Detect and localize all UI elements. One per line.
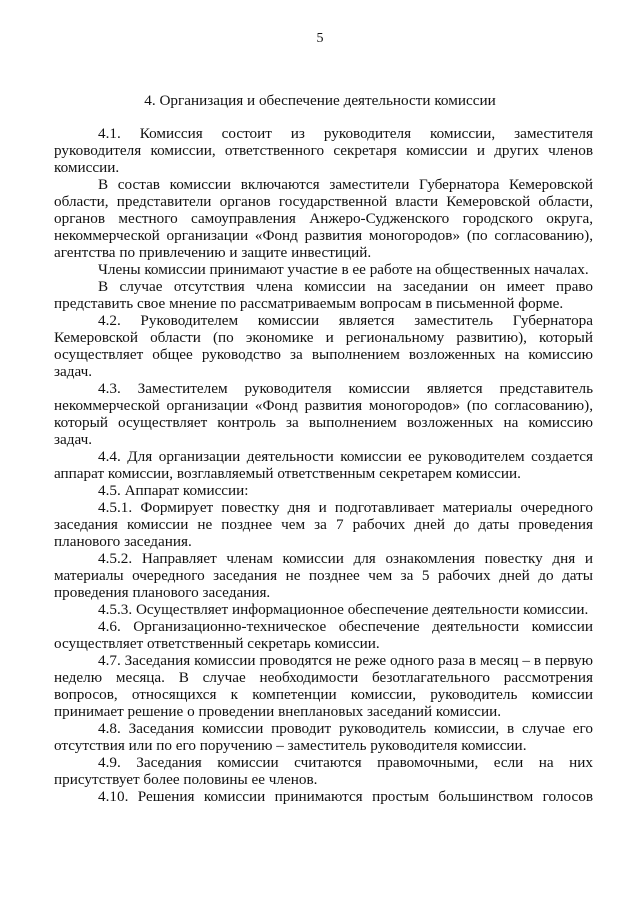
paragraph-line: осуществляет ответственный секретарь комиссии.	[54, 635, 380, 652]
paragraph	[54, 652, 593, 720]
paragraph-line: задач.	[54, 363, 93, 380]
paragraph	[54, 448, 593, 482]
paragraph-line: заседания комиссии не позднее чем за 7 рабочих дней до даты проведения	[54, 516, 593, 533]
paragraph-line: проведения планового заседания.	[54, 584, 271, 601]
paragraph-line: задач.	[54, 431, 93, 448]
paragraph-line: планового заседания.	[54, 533, 192, 550]
paragraph-line: В состав комиссии включаются заместители Губернатора Кемеровской	[98, 176, 593, 193]
paragraph-line: агентства по привлечению и защите инвестиций.	[54, 244, 372, 261]
paragraph-line: Кемеровской области (по экономике и региональному развитию), который	[54, 329, 593, 346]
paragraph-line: 4.6. Организационно-техническое обеспечение деятельности комиссии	[98, 618, 593, 635]
paragraph-line: присутствует более половины ее членов.	[54, 771, 318, 788]
paragraph-line: руководителя комиссии, ответственного секретаря комиссии и других членов	[54, 142, 593, 159]
paragraph-line: 4.2. Руководителем комиссии является заместитель Губернатора	[98, 312, 593, 329]
paragraph-line: комиссии.	[54, 159, 120, 176]
paragraph-line: принимает решение о проведении внеплановых заседаний комиссии.	[54, 703, 502, 720]
paragraph-line: В случае отсутствия члена комиссии на заседании он имеет право	[98, 278, 593, 295]
paragraph	[54, 618, 593, 652]
paragraph-line: 4.7. Заседания комиссии проводятся не реже одного раза в месяц – в первую	[98, 652, 593, 669]
paragraph-line: 4.5. Аппарат комиссии:	[98, 482, 249, 499]
paragraph-line: осуществляет общее руководство за выполнением возложенных на комиссию	[54, 346, 593, 363]
paragraph-line: 4.5.2. Направляет членам комиссии для ознакомления повестку дня и	[98, 550, 593, 567]
paragraph-line: материалы очередного заседания не позднее чем за 5 рабочих дней до даты	[54, 567, 593, 584]
paragraph	[54, 261, 593, 278]
paragraph-line: органов местного самоуправления Анжеро-Судженского городского округа,	[54, 210, 593, 227]
paragraph-line: некоммерческой организации «Фонд развития моногородов» (по согласованию),	[54, 227, 593, 244]
paragraph	[54, 482, 593, 499]
paragraph	[54, 380, 593, 448]
paragraph-line: некоммерческой организации «Фонд развития моногородов» (по согласованию),	[54, 397, 593, 414]
paragraph	[54, 499, 593, 550]
paragraph-line: 4.3. Заместителем руководителя комиссии является представитель	[98, 380, 593, 397]
paragraph-line: Члены комиссии принимают участие в ее работе на общественных началах.	[98, 261, 589, 278]
paragraph-line: 4.5.3. Осуществляет информационное обеспечение деятельности комиссии.	[98, 601, 589, 618]
paragraph-line: 4.1. Комиссия состоит из руководителя комиссии, заместителя	[98, 125, 593, 142]
paragraph-line: который осуществляет контроль за выполнением возложенных на комиссию	[54, 414, 593, 431]
section-heading: 4. Организация и обеспечение деятельности комиссии	[144, 92, 496, 109]
paragraph-line: представить свое мнение по рассматриваемым вопросам в письменной форме.	[54, 295, 564, 312]
paragraph-line: области, представители органов государственной власти Кемеровской области,	[54, 193, 593, 210]
paragraph	[54, 720, 593, 754]
paragraph-line: неделю месяца. В случае необходимости безотлагательного рассмотрения	[54, 669, 593, 686]
paragraph	[54, 788, 593, 805]
paragraph	[54, 312, 593, 380]
paragraph	[54, 754, 593, 788]
paragraph-line: 4.5.1. Формирует повестку дня и подготавливает материалы очередного	[98, 499, 593, 516]
paragraph-line: 4.8. Заседания комиссии проводит руководитель комиссии, в случае его	[98, 720, 593, 737]
paragraph	[54, 125, 593, 176]
page-number: 5	[316, 31, 324, 46]
paragraph-line: 4.4. Для организации деятельности комиссии ее руководителем создается	[98, 448, 593, 465]
paragraph	[54, 176, 593, 261]
paragraph-line: отсутствия или по его поручению – заместитель руководителя комиссии.	[54, 737, 527, 754]
paragraph	[54, 550, 593, 601]
paragraph-line: вопросов, относящихся к компетенции комиссии, руководитель комиссии	[54, 686, 593, 703]
paragraph-line: 4.10. Решения комиссии принимаются простым большинством голосов	[98, 788, 593, 805]
paragraph-line: аппарат комиссии, возглавляемый ответственным секретарем комиссии.	[54, 465, 521, 482]
paragraph-line: 4.9. Заседания комиссии считаются правомочными, если на них	[98, 754, 593, 771]
paragraph	[54, 601, 593, 618]
document-body	[54, 125, 593, 805]
paragraph	[54, 278, 593, 312]
